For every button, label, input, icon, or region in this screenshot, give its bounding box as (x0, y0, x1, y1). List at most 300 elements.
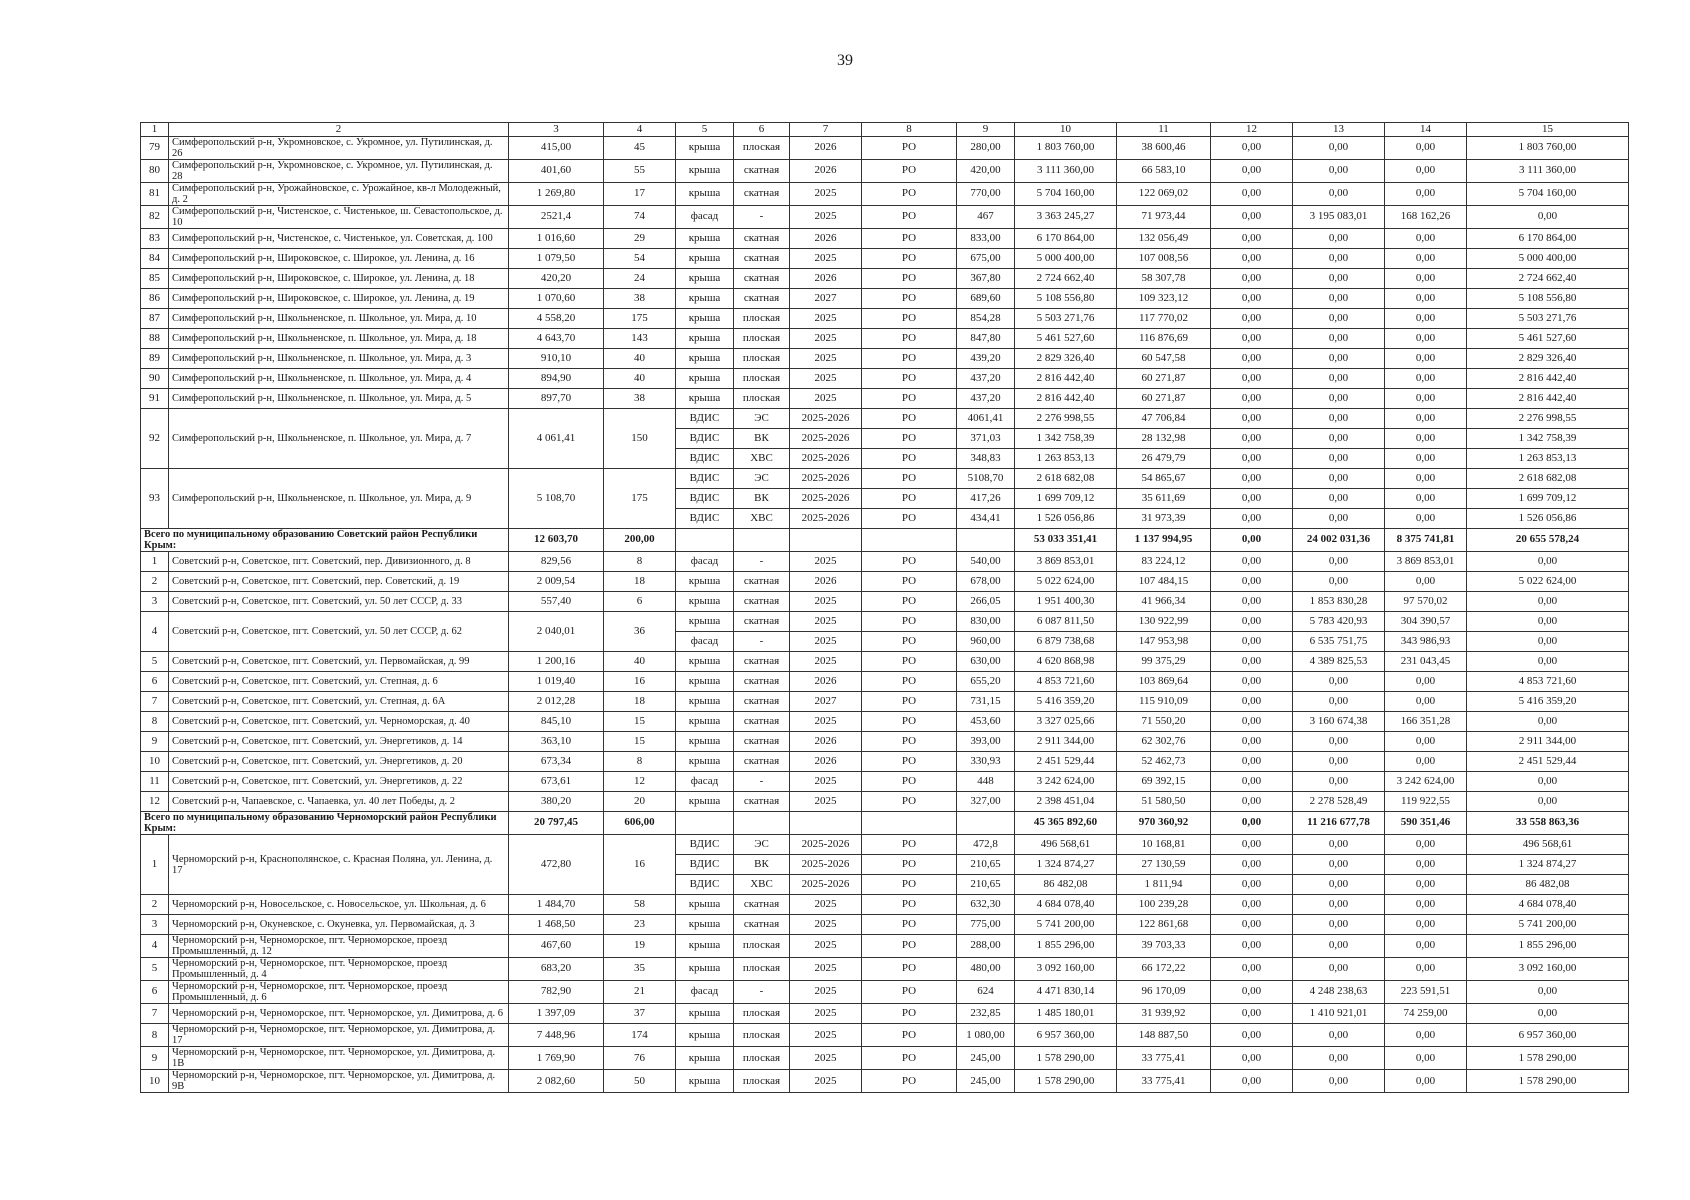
col-c7-cell: 2025 (790, 309, 862, 329)
column-number-6: 6 (734, 123, 790, 137)
col-c15-cell: 0,00 (1467, 792, 1629, 812)
total-c14: 8 375 741,81 (1385, 529, 1467, 552)
address-cell: Черноморский р-н, Новосельское, с. Новосельское, ул. Школьная, д. 6 (169, 895, 509, 915)
col-c13-cell: 0,00 (1293, 429, 1385, 449)
col-c14-cell: 0,00 (1385, 672, 1467, 692)
address-cell: Советский р-н, Советское, пгт. Советский, ул. Энергетиков, д. 22 (169, 772, 509, 792)
col-c10-cell: 3 869 853,01 (1015, 552, 1117, 572)
total-c10: 45 365 892,60 (1015, 812, 1117, 835)
col-c7-cell: 2025 (790, 712, 862, 732)
col-c6-cell: скатная (734, 752, 790, 772)
col-c14-cell: 304 390,57 (1385, 612, 1467, 632)
address-cell: Советский р-н, Советское, пгт. Советский, ул. 50 лет СССР, д. 62 (169, 612, 509, 652)
address-cell: Черноморский р-н, Окуневское, с. Окуневка, ул. Первомайская, д. 3 (169, 915, 509, 935)
col-c5-cell: крыша (676, 229, 734, 249)
col-c12-cell: 0,00 (1211, 792, 1293, 812)
area-cell: 894,90 (509, 369, 604, 389)
address-cell: Черноморский р-н, Краснополянское, с. Красная Поляна, ул. Ленина, д. 17 (169, 835, 509, 895)
repair-schedule-table (140, 122, 1629, 1093)
row-number: 8 (141, 712, 169, 732)
residents-cell: 23 (604, 915, 676, 935)
col-c6-cell: скатная (734, 895, 790, 915)
col-c11-cell: 117 770,02 (1117, 309, 1211, 329)
col-c12-cell: 0,00 (1211, 369, 1293, 389)
col-c8-cell: РО (862, 652, 957, 672)
table-row (141, 229, 1629, 249)
col-c10-cell: 2 816 442,40 (1015, 369, 1117, 389)
col-c12-cell: 0,00 (1211, 183, 1293, 206)
table-row (141, 137, 1629, 160)
col-c10-cell: 4 471 830,14 (1015, 981, 1117, 1004)
col-c15-cell: 2 724 662,40 (1467, 269, 1629, 289)
col-c5-cell: крыша (676, 732, 734, 752)
col-c5-cell: ВДИС (676, 509, 734, 529)
column-number-15: 15 (1467, 123, 1629, 137)
residents-cell: 58 (604, 895, 676, 915)
col-c9-cell: 393,00 (957, 732, 1015, 752)
col-c6-cell: ХВС (734, 875, 790, 895)
col-c13-cell: 0,00 (1293, 289, 1385, 309)
col-c11-cell: 71 973,44 (1117, 206, 1211, 229)
col-c11-cell: 122 861,68 (1117, 915, 1211, 935)
col-c7-cell: 2026 (790, 229, 862, 249)
col-c7-cell: 2025-2026 (790, 469, 862, 489)
col-c15-cell: 0,00 (1467, 612, 1629, 632)
column-number-12: 12 (1211, 123, 1293, 137)
col-c13-cell: 1 410 921,01 (1293, 1004, 1385, 1024)
empty-cell (790, 529, 862, 552)
col-c13-cell: 0,00 (1293, 935, 1385, 958)
col-c13-cell: 4 389 825,53 (1293, 652, 1385, 672)
col-c12-cell: 0,00 (1211, 469, 1293, 489)
municipality-total-row (141, 529, 1629, 552)
col-c7-cell: 2026 (790, 269, 862, 289)
col-c14-cell: 119 922,55 (1385, 792, 1467, 812)
col-c8-cell: РО (862, 792, 957, 812)
col-c9-cell: 655,20 (957, 672, 1015, 692)
table-row (141, 1024, 1629, 1047)
col-c15-cell: 0,00 (1467, 632, 1629, 652)
col-c14-cell: 3 869 853,01 (1385, 552, 1467, 572)
col-c5-cell: крыша (676, 269, 734, 289)
empty-cell (862, 529, 957, 552)
residents-cell: 16 (604, 835, 676, 895)
col-c9-cell: 266,05 (957, 592, 1015, 612)
col-c8-cell: РО (862, 249, 957, 269)
col-c6-cell: плоская (734, 369, 790, 389)
col-c7-cell: 2025 (790, 1047, 862, 1070)
col-c15-cell: 0,00 (1467, 981, 1629, 1004)
col-c5-cell: крыша (676, 289, 734, 309)
col-c5-cell: крыша (676, 672, 734, 692)
row-number: 82 (141, 206, 169, 229)
row-number: 5 (141, 958, 169, 981)
col-c13-cell: 0,00 (1293, 1024, 1385, 1047)
col-c5-cell: крыша (676, 692, 734, 712)
row-number: 9 (141, 1047, 169, 1070)
address-cell: Советский р-н, Советское, пгт. Советский, ул. Энергетиков, д. 20 (169, 752, 509, 772)
area-cell: 4 558,20 (509, 309, 604, 329)
table-row (141, 835, 1629, 855)
col-c12-cell: 0,00 (1211, 389, 1293, 409)
col-c7-cell: 2025 (790, 895, 862, 915)
col-c15-cell: 5 461 527,60 (1467, 329, 1629, 349)
col-c10-cell: 1 699 709,12 (1015, 489, 1117, 509)
col-c11-cell: 96 170,09 (1117, 981, 1211, 1004)
col-c15-cell: 5 416 359,20 (1467, 692, 1629, 712)
col-c7-cell: 2027 (790, 692, 862, 712)
col-c14-cell: 0,00 (1385, 249, 1467, 269)
col-c13-cell: 0,00 (1293, 875, 1385, 895)
address-cell: Советский р-н, Советское, пгт. Советский, пер. Дивизионного, д. 8 (169, 552, 509, 572)
col-c13-cell: 0,00 (1293, 160, 1385, 183)
col-c6-cell: плоская (734, 389, 790, 409)
col-c9-cell: 210,65 (957, 855, 1015, 875)
col-c10-cell: 4 620 868,98 (1015, 652, 1117, 672)
col-c5-cell: фасад (676, 772, 734, 792)
col-c12-cell: 0,00 (1211, 249, 1293, 269)
row-number: 81 (141, 183, 169, 206)
col-c10-cell: 2 816 442,40 (1015, 389, 1117, 409)
col-c7-cell: 2025 (790, 183, 862, 206)
residents-cell: 55 (604, 160, 676, 183)
col-c11-cell: 39 703,33 (1117, 935, 1211, 958)
col-c5-cell: крыша (676, 652, 734, 672)
col-c7-cell: 2025 (790, 552, 862, 572)
col-c15-cell: 0,00 (1467, 592, 1629, 612)
col-c9-cell: 437,20 (957, 369, 1015, 389)
col-c8-cell: РО (862, 752, 957, 772)
col-c14-cell: 0,00 (1385, 269, 1467, 289)
col-c12-cell: 0,00 (1211, 509, 1293, 529)
col-c13-cell: 0,00 (1293, 1047, 1385, 1070)
col-c7-cell: 2025-2026 (790, 429, 862, 449)
col-c12-cell: 0,00 (1211, 229, 1293, 249)
col-c5-cell: ВДИС (676, 855, 734, 875)
address-cell: Советский р-н, Советское, пгт. Советский, ул. Степная, д. 6 (169, 672, 509, 692)
row-number: 1 (141, 835, 169, 895)
col-c11-cell: 60 547,58 (1117, 349, 1211, 369)
col-c8-cell: РО (862, 1004, 957, 1024)
col-c14-cell: 168 162,26 (1385, 206, 1467, 229)
col-c10-cell: 3 242 624,00 (1015, 772, 1117, 792)
col-c15-cell: 1 855 296,00 (1467, 935, 1629, 958)
residents-cell: 174 (604, 1024, 676, 1047)
col-c14-cell: 0,00 (1385, 309, 1467, 329)
col-c9-cell: 847,80 (957, 329, 1015, 349)
col-c11-cell: 148 887,50 (1117, 1024, 1211, 1047)
col-c8-cell: РО (862, 206, 957, 229)
col-c8-cell: РО (862, 469, 957, 489)
address-cell: Симферопольский р-н, Школьненское, п. Школьное, ул. Мира, д. 18 (169, 329, 509, 349)
col-c7-cell: 2025 (790, 592, 862, 612)
empty-cell (676, 529, 734, 552)
col-c10-cell: 2 911 344,00 (1015, 732, 1117, 752)
col-c6-cell: скатная (734, 229, 790, 249)
row-number: 85 (141, 269, 169, 289)
row-number: 91 (141, 389, 169, 409)
col-c14-cell: 97 570,02 (1385, 592, 1467, 612)
col-c14-cell: 0,00 (1385, 732, 1467, 752)
col-c12-cell: 0,00 (1211, 409, 1293, 429)
column-number-11: 11 (1117, 123, 1211, 137)
col-c8-cell: РО (862, 572, 957, 592)
row-number: 84 (141, 249, 169, 269)
col-c7-cell: 2025 (790, 772, 862, 792)
table-row (141, 712, 1629, 732)
total-residents: 200,00 (604, 529, 676, 552)
area-cell: 2 082,60 (509, 1070, 604, 1093)
residents-cell: 29 (604, 229, 676, 249)
col-c11-cell: 58 307,78 (1117, 269, 1211, 289)
col-c14-cell: 0,00 (1385, 429, 1467, 449)
address-cell: Симферопольский р-н, Широковское, с. Широкое, ул. Ленина, д. 18 (169, 269, 509, 289)
col-c7-cell: 2025 (790, 632, 862, 652)
col-c13-cell: 0,00 (1293, 752, 1385, 772)
col-c6-cell: ЭС (734, 469, 790, 489)
col-c13-cell: 0,00 (1293, 269, 1385, 289)
table-row (141, 349, 1629, 369)
col-c7-cell: 2025-2026 (790, 855, 862, 875)
col-c12-cell: 0,00 (1211, 489, 1293, 509)
col-c14-cell: 0,00 (1385, 389, 1467, 409)
col-c10-cell: 5 741 200,00 (1015, 915, 1117, 935)
residents-cell: 50 (604, 1070, 676, 1093)
col-c14-cell: 0,00 (1385, 137, 1467, 160)
col-c10-cell: 2 451 529,44 (1015, 752, 1117, 772)
col-c9-cell: 371,03 (957, 429, 1015, 449)
col-c5-cell: фасад (676, 206, 734, 229)
col-c7-cell: 2025 (790, 206, 862, 229)
col-c11-cell: 130 922,99 (1117, 612, 1211, 632)
col-c5-cell: ВДИС (676, 469, 734, 489)
row-number: 86 (141, 289, 169, 309)
col-c15-cell: 5 704 160,00 (1467, 183, 1629, 206)
col-c10-cell: 1 485 180,01 (1015, 1004, 1117, 1024)
residents-cell: 150 (604, 409, 676, 469)
col-c15-cell: 2 816 442,40 (1467, 389, 1629, 409)
area-cell: 1 079,50 (509, 249, 604, 269)
col-c5-cell: крыша (676, 160, 734, 183)
col-c10-cell: 5 461 527,60 (1015, 329, 1117, 349)
residents-cell: 45 (604, 137, 676, 160)
area-cell: 380,20 (509, 792, 604, 812)
total-c12: 0,00 (1211, 812, 1293, 835)
col-c6-cell: скатная (734, 915, 790, 935)
address-cell: Советский р-н, Советское, пгт. Советский, ул. Первомайская, д. 99 (169, 652, 509, 672)
column-number-10: 10 (1015, 123, 1117, 137)
col-c10-cell: 4 684 078,40 (1015, 895, 1117, 915)
table-row (141, 206, 1629, 229)
col-c6-cell: ЭС (734, 835, 790, 855)
col-c11-cell: 26 479,79 (1117, 449, 1211, 469)
table-row (141, 772, 1629, 792)
empty-cell (734, 529, 790, 552)
col-c15-cell: 5 022 624,00 (1467, 572, 1629, 592)
table-row (141, 592, 1629, 612)
address-cell: Симферопольский р-н, Укромновское, с. Укромное, ул. Путилинская, д. 26 (169, 137, 509, 160)
table-row (141, 792, 1629, 812)
col-c15-cell: 2 618 682,08 (1467, 469, 1629, 489)
col-c10-cell: 1 342 758,39 (1015, 429, 1117, 449)
residents-cell: 18 (604, 572, 676, 592)
col-c6-cell: скатная (734, 612, 790, 632)
address-cell: Советский р-н, Советское, пгт. Советский, ул. Энергетиков, д. 14 (169, 732, 509, 752)
col-c15-cell: 0,00 (1467, 652, 1629, 672)
row-number: 2 (141, 895, 169, 915)
col-c10-cell: 3 363 245,27 (1015, 206, 1117, 229)
col-c10-cell: 5 000 400,00 (1015, 249, 1117, 269)
col-c5-cell: крыша (676, 1004, 734, 1024)
col-c14-cell: 0,00 (1385, 1070, 1467, 1093)
col-c10-cell: 2 276 998,55 (1015, 409, 1117, 429)
col-c15-cell: 6 170 864,00 (1467, 229, 1629, 249)
area-cell: 415,00 (509, 137, 604, 160)
col-c5-cell: крыша (676, 915, 734, 935)
col-c12-cell: 0,00 (1211, 612, 1293, 632)
col-c13-cell: 0,00 (1293, 552, 1385, 572)
col-c13-cell: 0,00 (1293, 895, 1385, 915)
col-c13-cell: 0,00 (1293, 449, 1385, 469)
table-row (141, 612, 1629, 632)
col-c11-cell: 33 775,41 (1117, 1070, 1211, 1093)
table-row (141, 1070, 1629, 1093)
col-c8-cell: РО (862, 692, 957, 712)
table-row (141, 1047, 1629, 1070)
col-c10-cell: 2 618 682,08 (1015, 469, 1117, 489)
col-c11-cell: 122 069,02 (1117, 183, 1211, 206)
col-c8-cell: РО (862, 329, 957, 349)
col-c11-cell: 60 271,87 (1117, 389, 1211, 409)
col-c9-cell: 245,00 (957, 1047, 1015, 1070)
address-cell: Симферопольский р-н, Чистенское, с. Чистенькое, ш. Севастопольское, д. 10 (169, 206, 509, 229)
address-cell: Черноморский р-н, Черноморское, пгт. Черноморское, ул. Димитрова, д. 17 (169, 1024, 509, 1047)
col-c6-cell: скатная (734, 249, 790, 269)
col-c11-cell: 41 966,34 (1117, 592, 1211, 612)
col-c6-cell: ВК (734, 429, 790, 449)
col-c5-cell: фасад (676, 632, 734, 652)
col-c14-cell: 0,00 (1385, 572, 1467, 592)
col-c9-cell: 439,20 (957, 349, 1015, 369)
col-c13-cell: 0,00 (1293, 572, 1385, 592)
col-c13-cell: 0,00 (1293, 389, 1385, 409)
residents-cell: 54 (604, 249, 676, 269)
col-c6-cell: скатная (734, 652, 790, 672)
col-c10-cell: 5 022 624,00 (1015, 572, 1117, 592)
col-c9-cell: 960,00 (957, 632, 1015, 652)
col-c13-cell: 0,00 (1293, 137, 1385, 160)
area-cell: 2521,4 (509, 206, 604, 229)
total-area: 12 603,70 (509, 529, 604, 552)
col-c10-cell: 1 526 056,86 (1015, 509, 1117, 529)
residents-cell: 40 (604, 369, 676, 389)
row-number: 6 (141, 981, 169, 1004)
col-c5-cell: ВДИС (676, 835, 734, 855)
col-c7-cell: 2025 (790, 369, 862, 389)
col-c8-cell: РО (862, 672, 957, 692)
col-c13-cell: 0,00 (1293, 329, 1385, 349)
row-number: 10 (141, 1070, 169, 1093)
col-c8-cell: РО (862, 981, 957, 1004)
table-row (141, 752, 1629, 772)
col-c11-cell: 1 811,94 (1117, 875, 1211, 895)
col-c8-cell: РО (862, 1024, 957, 1047)
col-c14-cell: 0,00 (1385, 489, 1467, 509)
col-c12-cell: 0,00 (1211, 752, 1293, 772)
col-c5-cell: крыша (676, 369, 734, 389)
col-c12-cell: 0,00 (1211, 429, 1293, 449)
col-c7-cell: 2025-2026 (790, 409, 862, 429)
column-number-header-row (141, 123, 1629, 137)
total-label: Всего по муниципальному образованию Советский район Республики Крым: (141, 529, 509, 552)
col-c8-cell: РО (862, 935, 957, 958)
empty-cell (790, 812, 862, 835)
col-c9-cell: 1 080,00 (957, 1024, 1015, 1047)
column-number-7: 7 (790, 123, 862, 137)
col-c15-cell: 2 829 326,40 (1467, 349, 1629, 369)
area-cell: 4 061,41 (509, 409, 604, 469)
area-cell: 782,90 (509, 981, 604, 1004)
address-cell: Советский р-н, Советское, пгт. Советский, пер. Советский, д. 19 (169, 572, 509, 592)
col-c11-cell: 115 910,09 (1117, 692, 1211, 712)
col-c8-cell: РО (862, 915, 957, 935)
col-c13-cell: 0,00 (1293, 915, 1385, 935)
area-cell: 467,60 (509, 935, 604, 958)
col-c6-cell: - (734, 772, 790, 792)
row-number: 3 (141, 592, 169, 612)
col-c5-cell: крыша (676, 309, 734, 329)
col-c13-cell: 0,00 (1293, 855, 1385, 875)
col-c10-cell: 1 263 853,13 (1015, 449, 1117, 469)
col-c14-cell: 0,00 (1385, 329, 1467, 349)
col-c8-cell: РО (862, 732, 957, 752)
col-c15-cell: 0,00 (1467, 1004, 1629, 1024)
total-c15: 20 655 578,24 (1467, 529, 1629, 552)
col-c12-cell: 0,00 (1211, 329, 1293, 349)
col-c11-cell: 51 580,50 (1117, 792, 1211, 812)
col-c9-cell: 480,00 (957, 958, 1015, 981)
col-c12-cell: 0,00 (1211, 1070, 1293, 1093)
address-cell: Симферопольский р-н, Школьненское, п. Школьное, ул. Мира, д. 3 (169, 349, 509, 369)
col-c5-cell: крыша (676, 612, 734, 632)
col-c7-cell: 2026 (790, 752, 862, 772)
residents-cell: 24 (604, 269, 676, 289)
col-c14-cell: 0,00 (1385, 935, 1467, 958)
col-c11-cell: 47 706,84 (1117, 409, 1211, 429)
col-c13-cell: 3 160 674,38 (1293, 712, 1385, 732)
col-c11-cell: 83 224,12 (1117, 552, 1211, 572)
col-c9-cell: 434,41 (957, 509, 1015, 529)
table-row (141, 369, 1629, 389)
area-cell: 1 468,50 (509, 915, 604, 935)
address-cell: Симферопольский р-н, Школьненское, п. Школьное, ул. Мира, д. 10 (169, 309, 509, 329)
col-c10-cell: 5 503 271,76 (1015, 309, 1117, 329)
col-c8-cell: РО (862, 183, 957, 206)
col-c8-cell: РО (862, 772, 957, 792)
col-c12-cell: 0,00 (1211, 269, 1293, 289)
total-c12: 0,00 (1211, 529, 1293, 552)
col-c9-cell: 330,93 (957, 752, 1015, 772)
row-number: 87 (141, 309, 169, 329)
col-c14-cell: 0,00 (1385, 289, 1467, 309)
col-c6-cell: скатная (734, 592, 790, 612)
residents-cell: 40 (604, 349, 676, 369)
col-c7-cell: 2026 (790, 732, 862, 752)
area-cell: 683,20 (509, 958, 604, 981)
col-c11-cell: 54 865,67 (1117, 469, 1211, 489)
area-cell: 7 448,96 (509, 1024, 604, 1047)
col-c6-cell: плоская (734, 1024, 790, 1047)
